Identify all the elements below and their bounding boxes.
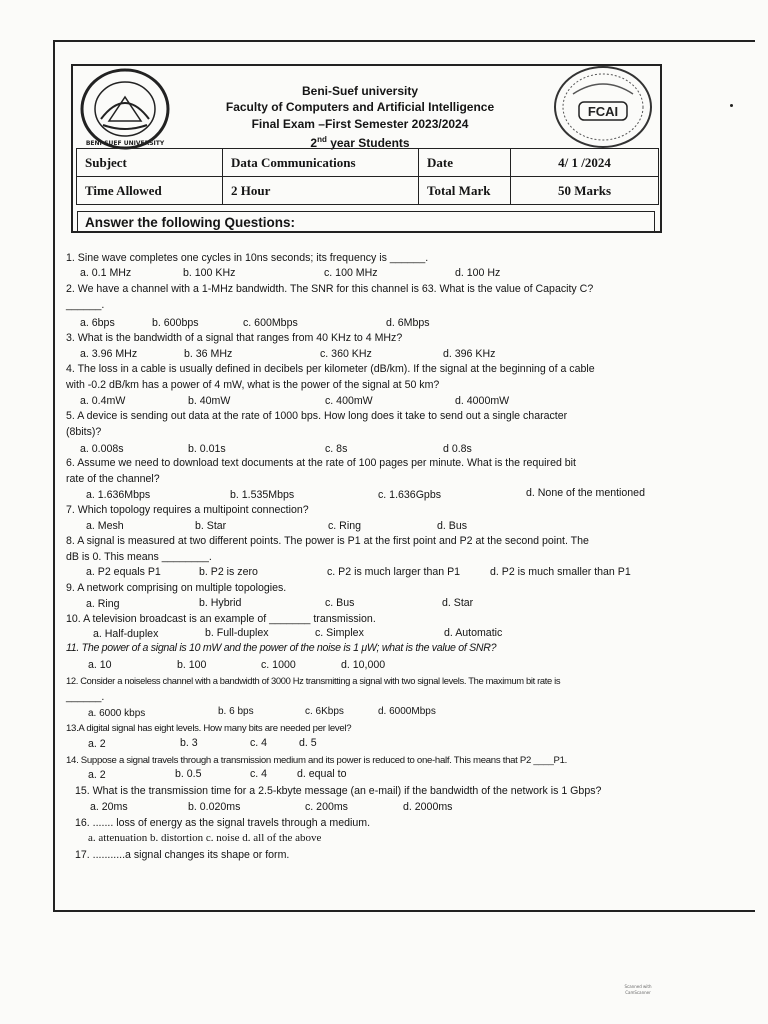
option: d. 4000mW (455, 395, 510, 407)
subject-value: Data Communications (223, 149, 419, 177)
question-text: 7. Which topology requires a multipoint connection? (66, 504, 309, 516)
option: a. 20ms (90, 801, 128, 813)
option: a. 6000 kbps (88, 708, 146, 719)
option: b. 600bps (152, 317, 199, 329)
option: d. 6000Mbps (378, 706, 436, 717)
instruction-heading: Answer the following Questions: (77, 211, 655, 233)
option: c. 360 KHz (320, 348, 372, 360)
question-text: 5. A device is sending out data at the rate of 1000 bps. How long does it take to send out a single character (66, 410, 568, 422)
stray-dot (730, 104, 733, 107)
option: a. 0.4mW (80, 395, 126, 407)
total-mark-value: 50 Marks (511, 177, 659, 205)
option: c. 6Kbps (305, 706, 344, 717)
option: c. 1.636Gpbs (378, 489, 442, 501)
option: a. 10 (88, 659, 112, 671)
question-text: ______. (66, 691, 105, 703)
option: a. Ring (86, 598, 120, 610)
option: d. Automatic (444, 627, 503, 639)
faculty-name: Faculty of Computers and Artificial Intelligence (225, 100, 495, 114)
question-text: 11. The power of a signal is 10 mW and the power of the noise is 1 μW; what is the value of SNR? (66, 642, 497, 654)
question-text: 1. Sine wave completes one cycles in 10ns seconds; its frequency is ______. (66, 252, 429, 264)
option: a. Mesh (86, 520, 124, 532)
option: d. 100 Hz (455, 267, 501, 279)
question-text: 9. A network comprising on multiple topologies. (66, 582, 287, 594)
option: b. 36 MHz (184, 348, 233, 360)
subject-label: Subject (77, 149, 223, 177)
question-text: ______. (66, 299, 105, 311)
option: c. P2 is much larger than P1 (327, 566, 461, 578)
exam-info-table (76, 148, 659, 205)
option: c. Bus (325, 597, 355, 609)
option: c. 1000 (261, 659, 296, 671)
option: d. Star (442, 597, 474, 609)
question-text: 3. What is the bandwidth of a signal that ranges from 40 KHz to 4 MHz? (66, 332, 403, 344)
option: d. 10,000 (341, 659, 386, 671)
option: d. None of the mentioned (526, 487, 645, 499)
question-text: 6. Assume we need to download text documents at the rate of 100 pages per minute. What is the required bit (66, 457, 576, 469)
fcai-logo (551, 64, 655, 150)
option: b. 1.535Mbps (230, 489, 295, 501)
camscanner-watermark (624, 984, 652, 996)
option: a. P2 equals P1 (86, 566, 161, 578)
option: b. P2 is zero (199, 566, 258, 578)
option: c. 100 MHz (324, 267, 378, 279)
time-allowed-label: Time Allowed (77, 177, 223, 205)
option: b. Full-duplex (205, 627, 269, 639)
question-text: 4. The loss in a cable is usually defined in decibels per kilometer (dB/km). If the signal at the beginning of a cable (66, 363, 595, 375)
option: a. 0.008s (80, 443, 124, 455)
option: d. equal to (297, 768, 347, 780)
question-text: rate of the channel? (66, 473, 160, 485)
option: c. 8s (325, 443, 348, 455)
option: c. 200ms (305, 801, 348, 813)
option: c. 400mW (325, 395, 373, 407)
option: b. 3 (180, 737, 198, 749)
option: d. 6Mbps (386, 317, 430, 329)
student-year: 2nd year Students (310, 135, 410, 150)
question-text: with -0.2 dB/km has a power of 4 mW, what is the power of the signal at 50 km? (66, 379, 440, 391)
question-text: 13.A digital signal has eight levels. How many bits are needed per level? (66, 723, 352, 734)
option: a. Half-duplex (93, 628, 159, 640)
option: c. 4 (250, 768, 268, 780)
option: b. 40mW (188, 395, 231, 407)
option: a. attenuation b. distortion c. noise d. all of the above (88, 832, 322, 844)
option: d. 396 KHz (443, 348, 496, 360)
option: a. 3.96 MHz (80, 348, 138, 360)
option: d. 2000ms (403, 801, 453, 813)
question-text: 12. Consider a noiseless channel with a bandwidth of 3000 Hz transmitting a signal with two signal levels. The maximum bit rate is (66, 675, 561, 686)
svg-text:BENI-SUEF UNIVERSITY: BENI-SUEF UNIVERSITY (85, 140, 165, 147)
option: b. Star (195, 520, 227, 532)
question-text: 14. Suppose a signal travels through a transmission medium and its power is reduced to one-half. This means that P2 ____P1. (66, 755, 568, 766)
time-allowed-value: 2 Hour (223, 177, 419, 205)
question-text: (8bits)? (66, 426, 102, 438)
exam-title: Final Exam –First Semester 2023/2024 (251, 117, 469, 131)
option: a. 1.636Mbps (86, 489, 151, 501)
option: b. 0.020ms (188, 801, 241, 813)
question-text: 8. A signal is measured at two different points. The power is P1 at the first point and P2 at the second point. The (66, 535, 589, 547)
option: d 0.8s (443, 443, 472, 455)
question-text: 15. What is the transmission time for a 2.5-kbyte message (an e-mail) if the bandwidth of the network is 1 Gbps? (75, 785, 602, 797)
watermark-line: Scanned with (624, 984, 652, 989)
option: d. Bus (437, 520, 468, 532)
svg-text:FCAI: FCAI (587, 104, 619, 119)
watermark-line: CamScanner (625, 990, 651, 995)
question-text: 17. ...........a signal changes its shape or form. (75, 849, 290, 861)
date-value: 4/ 1 /2024 (511, 149, 659, 177)
option: b. 100 KHz (183, 267, 236, 279)
option: a. 2 (88, 769, 106, 781)
question-text: 16. ....... loss of energy as the signal travels through a medium. (75, 817, 371, 829)
option: a. 6bps (80, 317, 115, 329)
question-text: 10. A television broadcast is an example of _______ transmission. (66, 613, 376, 625)
university-name: Beni-Suef university (301, 84, 419, 98)
option: c. 4 (250, 737, 268, 749)
option: d. P2 is much smaller than P1 (490, 566, 631, 578)
option: b. 0.5 (175, 768, 202, 780)
option: b. 100 (177, 659, 207, 671)
question-text: dB is 0. This means ________. (66, 551, 212, 563)
university-seal-logo (79, 67, 171, 151)
option: c. Ring (328, 520, 361, 532)
option: a. 2 (88, 738, 106, 750)
option: c. Simplex (315, 627, 364, 639)
total-mark-label: Total Mark (419, 177, 511, 205)
option: b. 6 bps (218, 706, 254, 717)
option: b. 0.01s (188, 443, 226, 455)
option: a. 0.1 MHz (80, 267, 132, 279)
option: c. 600Mbps (243, 317, 298, 329)
date-label: Date (419, 149, 511, 177)
option: b. Hybrid (199, 597, 242, 609)
question-text: 2. We have a channel with a 1-MHz bandwidth. The SNR for this channel is 63. What is the value of Capacity C? (66, 283, 594, 295)
option: d. 5 (299, 737, 317, 749)
